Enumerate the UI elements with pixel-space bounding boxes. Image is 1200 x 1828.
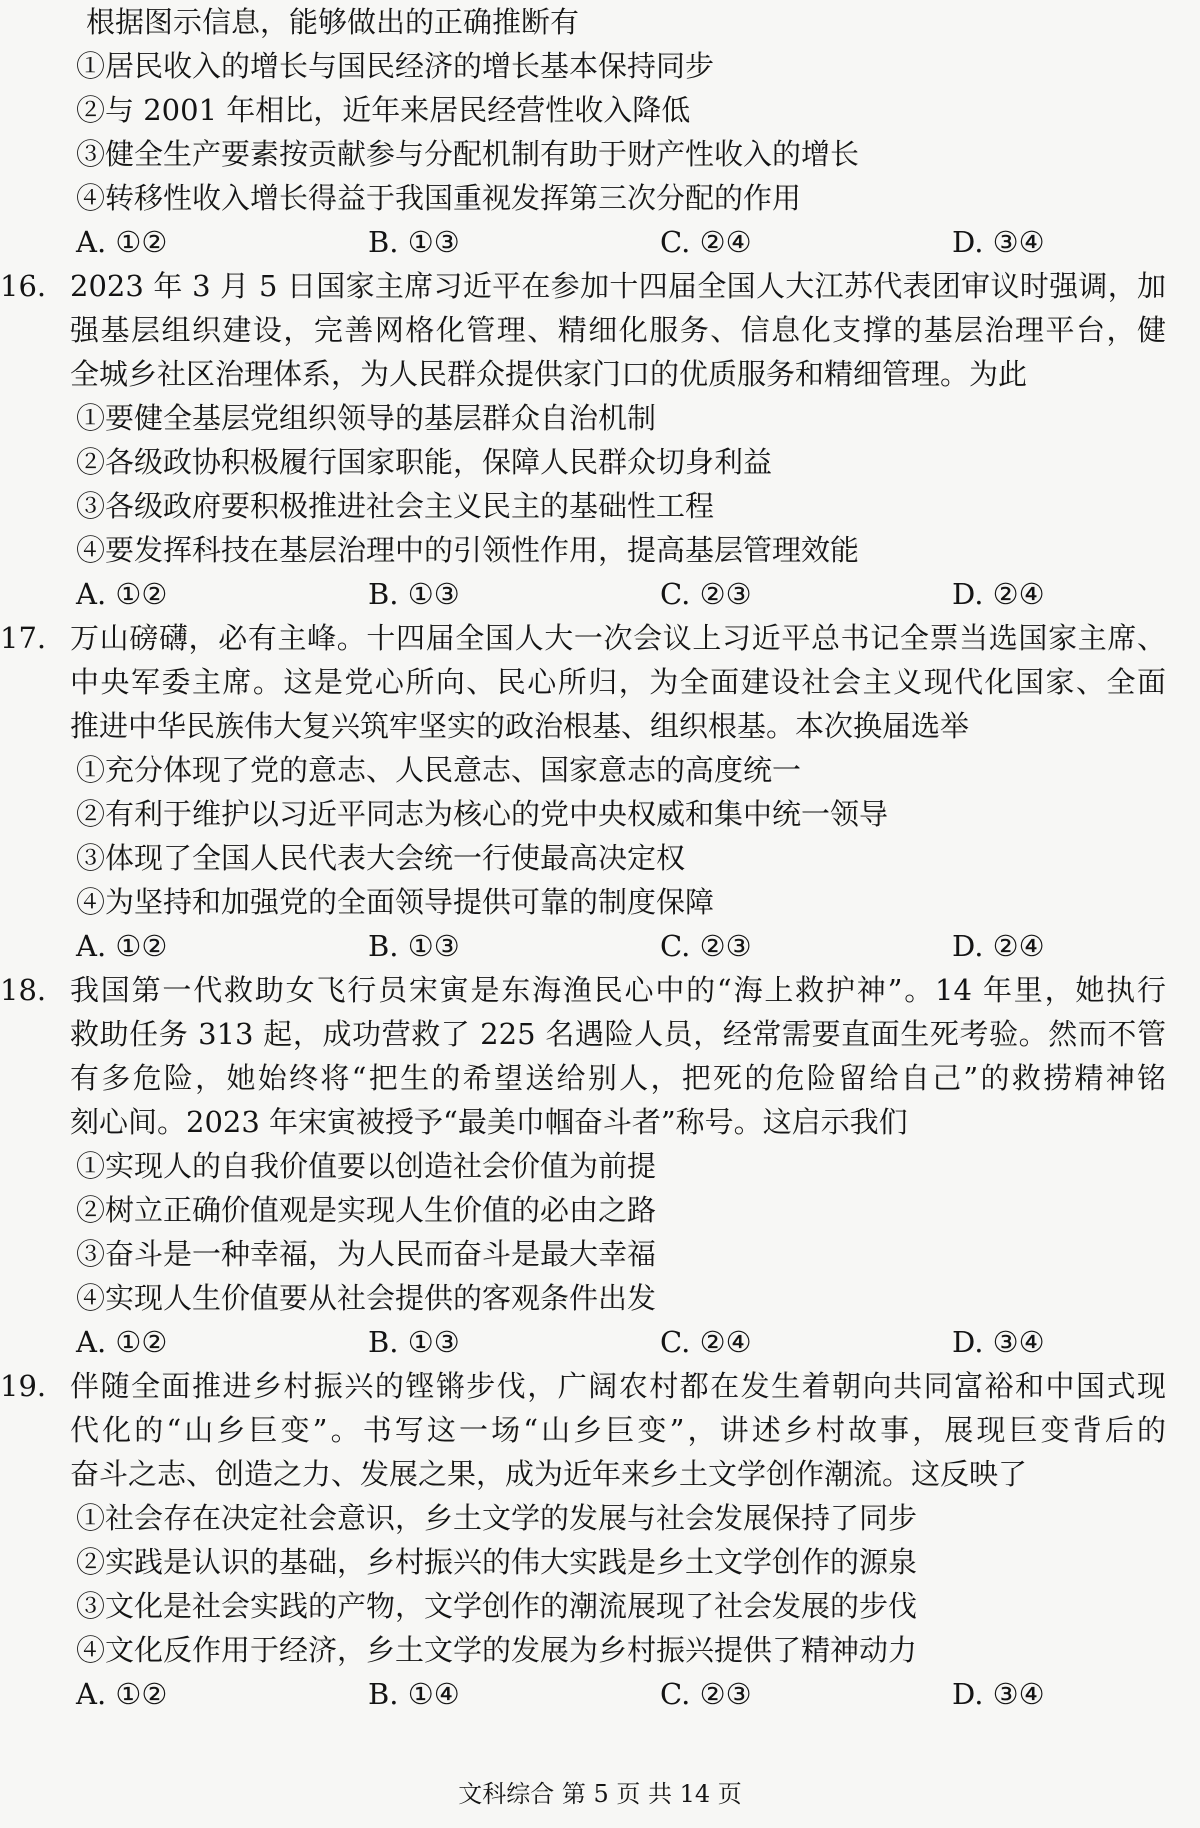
choice-b: B. ①③ <box>368 1325 460 1359</box>
choice-d: D. ③④ <box>952 225 1045 259</box>
question-text: 救助任务 313 起，成功营救了 225 名遇险人员，经常需要直面生死考验。然而不管 <box>70 1017 1166 1051</box>
question-number: 18. <box>0 973 47 1007</box>
choice-b: B. ①③ <box>368 929 460 963</box>
choice-a: A. ①② <box>76 929 168 963</box>
answer-choices <box>70 1320 1166 1364</box>
answer-choices <box>70 1672 1166 1716</box>
option-1: ①充分体现了党的意志、人民意志、国家意志的高度统一 <box>76 753 802 787</box>
intro-stem: 根据图示信息，能够做出的正确推断有 <box>86 5 580 39</box>
choice-c: C. ②④ <box>660 1325 752 1359</box>
question-text: 全城乡社区治理体系，为人民群众提供家门口的优质服务和精细管理。为此 <box>70 357 1028 391</box>
option-4: ④文化反作用于经济，乡土文学的发展为乡村振兴提供了精神动力 <box>76 1633 918 1667</box>
question-text: 我国第一代救助女飞行员宋寅是东海渔民心中的“海上救护神”。14 年里，她执行 <box>70 973 1166 1007</box>
question-text: 推进中华民族伟大复兴筑牢坚实的政治根基、组织根基。本次换届选举 <box>70 709 970 743</box>
choice-d: D. ③④ <box>952 1325 1045 1359</box>
option-4: ④为坚持和加强党的全面领导提供可靠的制度保障 <box>76 885 715 919</box>
option-3: ③文化是社会实践的产物，文学创作的潮流展现了社会发展的步伐 <box>76 1589 918 1623</box>
option-3: ③各级政府要积极推进社会主义民主的基础性工程 <box>76 489 715 523</box>
option-2: ②有利于维护以习近平同志为核心的党中央权威和集中统一领导 <box>76 797 889 831</box>
question-line <box>0 968 1166 1012</box>
question-line <box>0 1364 1166 1408</box>
question-text: 有多危险，她始终将“把生的希望送给别人，把死的危险留给自己”的救捞精神铭 <box>70 1061 1166 1095</box>
question-text: 刻心间。2023 年宋寅被授予“最美巾帼奋斗者”称号。这启示我们 <box>70 1105 908 1139</box>
intro-option-1: ①居民收入的增长与国民经济的增长基本保持同步 <box>76 49 715 83</box>
choice-c: C. ②③ <box>660 577 752 611</box>
question-text: 强基层组织建设，完善网格化管理、精细化服务、信息化支撑的基层治理平台，健 <box>70 313 1166 347</box>
option-4: ④实现人生价值要从社会提供的客观条件出发 <box>76 1281 657 1315</box>
option-2: ②实践是认识的基础，乡村振兴的伟大实践是乡土文学创作的源泉 <box>76 1545 918 1579</box>
intro-option-3: ③健全生产要素按贡献参与分配机制有助于财产性收入的增长 <box>76 137 860 171</box>
question-text: 中央军委主席。这是党心所向、民心所归，为全面建设社会主义现代化国家、全面 <box>70 665 1166 699</box>
question-17 <box>0 616 1166 968</box>
intro-option-2: ②与 2001 年相比，近年来居民经营性收入降低 <box>76 93 691 127</box>
choice-c: C. ②④ <box>660 225 752 259</box>
option-3: ③体现了全国人民代表大会统一行使最高决定权 <box>76 841 686 875</box>
question-text: 奋斗之志、创造之力、发展之果，成为近年来乡土文学创作潮流。这反映了 <box>70 1457 1028 1491</box>
choice-b: B. ①③ <box>368 225 460 259</box>
option-1: ①要健全基层党组织领导的基层群众自治机制 <box>76 401 657 435</box>
question-number: 19. <box>0 1369 47 1403</box>
answer-choices <box>70 572 1166 616</box>
choice-a: A. ①② <box>76 1325 168 1359</box>
question-number: 17. <box>0 621 47 655</box>
question-16 <box>0 264 1166 616</box>
question-line <box>0 264 1166 308</box>
question-number: 16. <box>0 269 47 303</box>
choice-a: A. ①② <box>76 225 168 259</box>
question-line <box>0 616 1166 660</box>
question-text: 代化的“山乡巨变”。书写这一场“山乡巨变”，讲述乡村故事，展现巨变背后的 <box>70 1413 1166 1447</box>
choice-b: B. ①③ <box>368 577 460 611</box>
intro-block <box>70 0 1166 264</box>
intro-option-4: ④转移性收入增长得益于我国重视发挥第三次分配的作用 <box>76 181 802 215</box>
intro-choices <box>70 220 1166 264</box>
choice-c: C. ②③ <box>660 929 752 963</box>
option-1: ①社会存在决定社会意识，乡土文学的发展与社会发展保持了同步 <box>76 1501 918 1535</box>
answer-choices <box>70 924 1166 968</box>
question-text: 2023 年 3 月 5 日国家主席习近平在参加十四届全国人大江苏代表团审议时强调，加 <box>70 269 1166 303</box>
page-footer: 文科综合 第 5 页 共 14 页 <box>458 1780 742 1808</box>
option-2: ②树立正确价值观是实现人生价值的必由之路 <box>76 1193 657 1227</box>
choice-d: D. ③④ <box>952 1677 1045 1711</box>
question-18 <box>0 968 1166 1364</box>
option-3: ③奋斗是一种幸福，为人民而奋斗是最大幸福 <box>76 1237 657 1271</box>
option-2: ②各级政协积极履行国家职能，保障人民群众切身利益 <box>76 445 773 479</box>
choice-b: B. ①④ <box>368 1677 460 1711</box>
question-text: 伴随全面推进乡村振兴的铿锵步伐，广阔农村都在发生着朝向共同富裕和中国式现 <box>70 1369 1166 1403</box>
choice-a: A. ①② <box>76 577 168 611</box>
choice-a: A. ①② <box>76 1677 168 1711</box>
choice-d: D. ②④ <box>952 577 1045 611</box>
option-1: ①实现人的自我价值要以创造社会价值为前提 <box>76 1149 657 1183</box>
question-19 <box>0 1364 1166 1716</box>
question-text: 万山磅礴，必有主峰。十四届全国人大一次会议上习近平总书记全票当选国家主席、 <box>70 621 1166 655</box>
option-4: ④要发挥科技在基层治理中的引领性作用，提高基层管理效能 <box>76 533 860 567</box>
choice-d: D. ②④ <box>952 929 1045 963</box>
choice-c: C. ②③ <box>660 1677 752 1711</box>
